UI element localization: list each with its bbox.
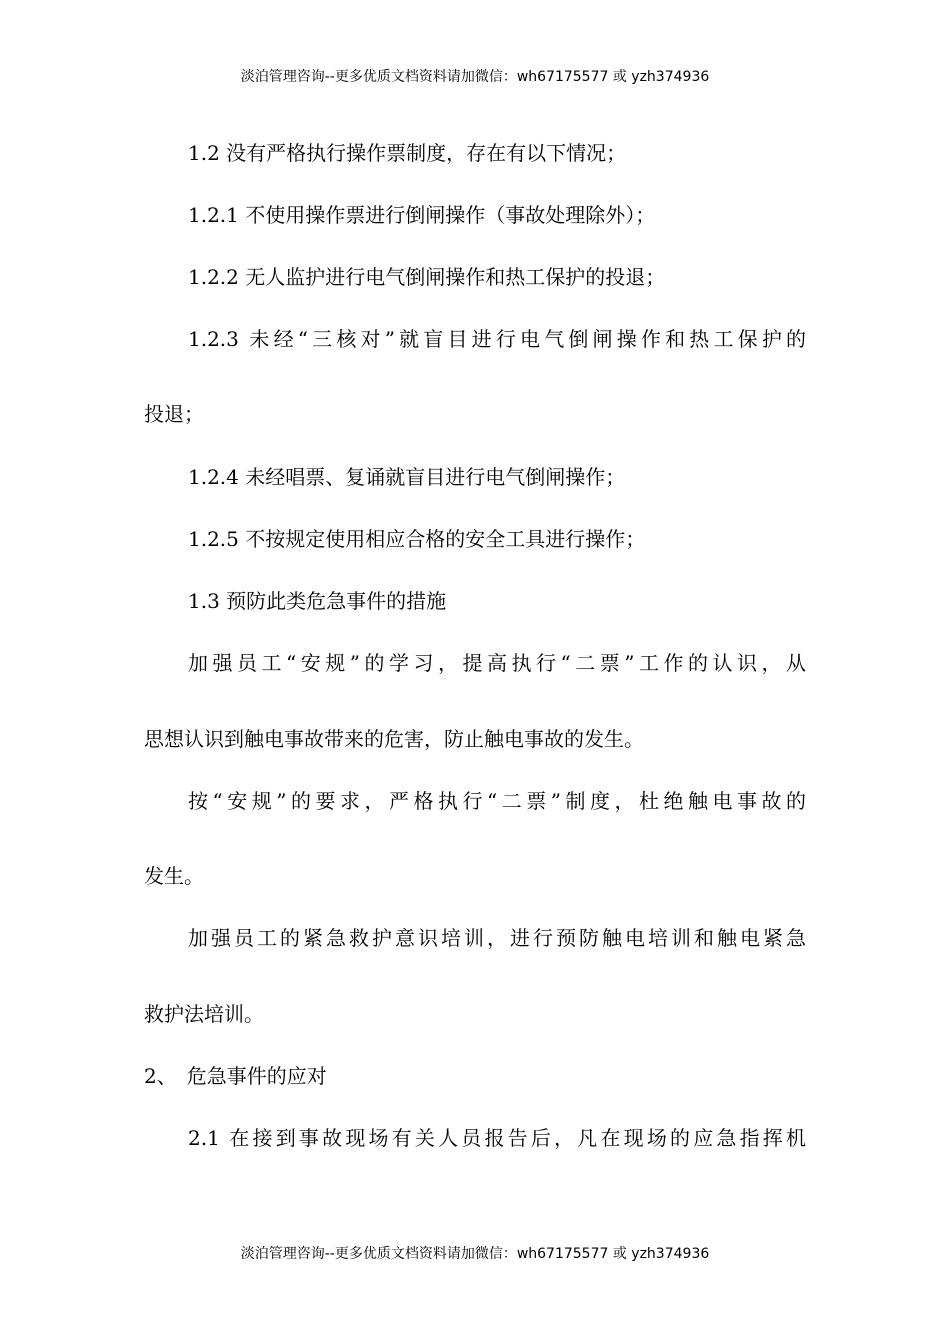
paragraph-line: 1.2.3 未经“三核对”就盲目进行电气倒闸操作和热工保护的 — [188, 327, 806, 351]
paragraph-line: 按“安规”的要求，严格执行“二票”制度，杜绝触电事故的 — [188, 789, 806, 813]
section-heading: 2、 危急事件的应对 — [144, 1064, 327, 1088]
paragraph-line: 1.2.2 无人监护进行电气倒闸操作和热工保护的投退； — [188, 265, 666, 289]
paragraph-line: 1.2 没有严格执行操作票制度，存在有以下情况； — [188, 141, 627, 165]
paragraph-line: 2.1 在接到事故现场有关人员报告后，凡在现场的应急指挥机 — [188, 1126, 806, 1150]
paragraph-line: 思想认识到触电事故带来的危害，防止触电事故的发生。 — [144, 727, 644, 751]
paragraph-line: 1.3 预防此类危急事件的措施 — [188, 589, 447, 613]
paragraph-line: 加强员工“安规”的学习，提高执行“二票”工作的认识，从 — [188, 651, 806, 675]
paragraph-line: 1.2.1 不使用操作票进行倒闸操作（事故处理除外）； — [188, 203, 656, 227]
paragraph-line: 1.2.4 未经唱票、复诵就盲目进行电气倒闸操作； — [188, 465, 626, 489]
paragraph-line: 1.2.5 不按规定使用相应合格的安全工具进行操作； — [188, 527, 646, 551]
paragraph-line: 投退； — [144, 402, 204, 426]
paragraph-line: 发生。 — [144, 864, 204, 888]
paragraph-line: 救护法培训。 — [144, 1002, 264, 1026]
page-footer: 淡泊管理咨询--更多优质文档资料请加微信：wh67175577 或 yzh374936 — [240, 1246, 710, 1262]
paragraph-line: 加强员工的紧急救护意识培训，进行预防触电培训和触电紧急 — [188, 926, 806, 950]
page-header: 淡泊管理咨询--更多优质文档资料请加微信：wh67175577 或 yzh374936 — [240, 69, 710, 85]
